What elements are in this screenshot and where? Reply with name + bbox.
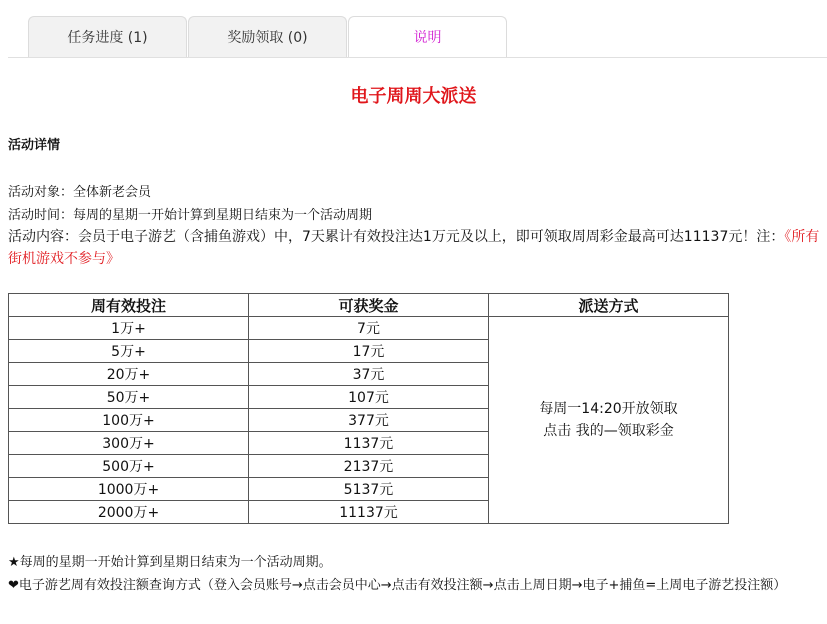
bet-cell: 500万+ (9, 455, 249, 478)
bonus-cell: 17元 (249, 340, 489, 363)
note-cycle: ★每周的星期一开始计算到星期日结束为一个活动周期。 (8, 555, 332, 570)
bonus-cell: 37元 (249, 363, 489, 386)
detail-content (8, 226, 823, 270)
tab-task-progress[interactable]: 任务进度 (1) (28, 16, 187, 57)
detail-content-highlight: 《所有街机游戏不参与》 (8, 229, 820, 267)
bonus-cell: 377元 (249, 409, 489, 432)
column-header-method: 派送方式 (489, 294, 729, 317)
detail-target: 活动对象：全体新老会员 (8, 185, 152, 200)
bonus-cell: 107元 (249, 386, 489, 409)
method-line-2: 点击 我的—领取彩金 (543, 423, 674, 439)
reward-table (8, 293, 729, 524)
method-cell (489, 317, 729, 524)
detail-content-text: 活动内容：会员于电子游艺（含捕鱼游戏）中，7天累计有效投注达1万元及以上，即可领取周周彩金最高可达11137元！注： (8, 229, 785, 245)
tab-instructions[interactable]: 说明 (348, 16, 507, 58)
tab-reward-claim[interactable]: 奖励领取 (0) (188, 16, 347, 57)
section-heading: 活动详情 (8, 138, 61, 153)
bet-cell: 20万+ (9, 363, 249, 386)
table-header-row (9, 294, 729, 317)
bet-cell: 1000万+ (9, 478, 249, 501)
bonus-cell: 11137元 (249, 501, 489, 524)
bonus-cell: 7元 (249, 317, 489, 340)
column-header-bet: 周有效投注 (9, 294, 249, 317)
bonus-cell: 1137元 (249, 432, 489, 455)
bet-cell: 300万+ (9, 432, 249, 455)
bet-cell: 5万+ (9, 340, 249, 363)
column-header-bonus: 可获奖金 (249, 294, 489, 317)
bet-cell: 100万+ (9, 409, 249, 432)
bonus-cell: 2137元 (249, 455, 489, 478)
page-title: 电子周周大派送 (350, 86, 477, 107)
note-query-method: ❤电子游艺周有效投注额查询方式（登入会员账号→点击会员中心→点击有效投注额→点击上周日期→电子+捕鱼=上周电子游艺投注额） (8, 578, 787, 593)
detail-time: 活动时间：每周的星期一开始计算到星期日结束为一个活动周期 (8, 208, 373, 223)
tab-divider (8, 57, 827, 58)
table-row (9, 317, 729, 340)
bet-cell: 1万+ (9, 317, 249, 340)
bet-cell: 2000万+ (9, 501, 249, 524)
bonus-cell: 5137元 (249, 478, 489, 501)
bet-cell: 50万+ (9, 386, 249, 409)
method-line-1: 每周一14:20开放领取 (539, 401, 678, 417)
